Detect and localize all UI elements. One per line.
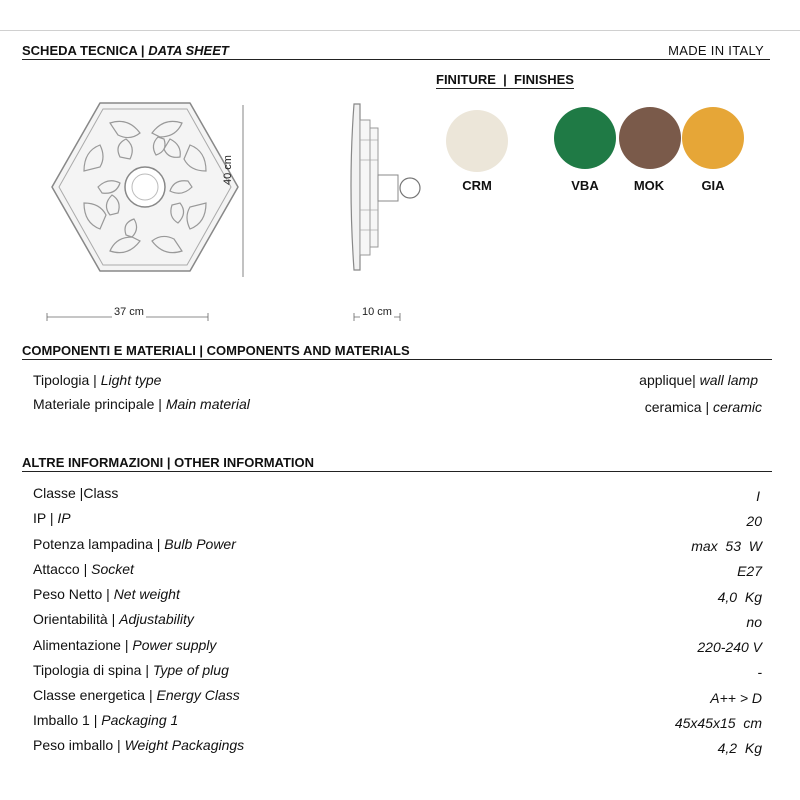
spec-row-bulb-power <box>33 536 762 556</box>
components-section-title: COMPONENTI E MATERIALI | COMPONENTS AND MATERIALS <box>22 343 772 360</box>
spec-value-en: ceramic <box>712 399 762 415</box>
spec-label-en: Class <box>83 485 119 501</box>
spec-row-packaging-weight <box>33 737 762 757</box>
spec-label-it: Orientabilità | <box>33 611 120 627</box>
spec-label-it: Potenza lampadina | <box>33 536 165 552</box>
spec-label-it: Tipologia di spina | <box>33 662 153 678</box>
spec-label-it: Attacco | <box>33 561 92 577</box>
swatch-vba <box>554 107 616 169</box>
spec-label-en: Power supply <box>132 637 217 653</box>
spec-label <box>33 561 134 577</box>
spec-row-light-type <box>33 372 762 392</box>
spec-label-it: Classe | <box>33 485 84 501</box>
spec-value: 20 <box>746 513 762 529</box>
spec-value: no <box>746 614 762 630</box>
spec-label-it: Imballo 1 | <box>33 712 102 728</box>
spec-label-it: Alimentazione | <box>33 637 133 653</box>
spec-label <box>33 712 178 728</box>
top-divider <box>0 30 800 31</box>
spec-row-net-weight <box>33 586 762 606</box>
spec-label-it: Classe energetica | <box>33 687 157 703</box>
spec-label-it: Peso imballo | <box>33 737 125 753</box>
spec-value <box>645 399 762 415</box>
spec-label-it: Peso Netto | <box>33 586 114 602</box>
sheet-title <box>22 43 229 58</box>
spec-label-it: Tipologia | <box>33 372 101 388</box>
spec-label <box>33 396 250 412</box>
spec-label <box>33 485 118 501</box>
height-dimension: 40 cm <box>222 155 234 185</box>
other-info-section-title: ALTRE INFORMAZIONI | OTHER INFORMATION <box>22 455 772 472</box>
spec-label <box>33 687 240 703</box>
spec-label <box>33 737 244 753</box>
spec-row-packaging <box>33 712 762 732</box>
spec-label-en: IP <box>57 510 71 526</box>
spec-row-power-supply <box>33 637 762 657</box>
spec-label-en: Weight Packagings <box>124 737 245 753</box>
data-sheet-header <box>22 43 770 60</box>
spec-value: 45x45x15 cm <box>674 715 762 731</box>
spec-label-en: Packaging 1 <box>101 712 179 728</box>
spec-value: max 53 W <box>691 538 762 554</box>
spec-row-type-of-plug <box>33 662 762 682</box>
spec-label-en: Type of plug <box>152 662 229 678</box>
front-view-drawing <box>40 95 255 285</box>
spec-value: 220-240 V <box>697 639 762 655</box>
spec-label <box>33 586 180 602</box>
spec-label <box>33 372 161 388</box>
spec-value: - <box>757 664 762 680</box>
spec-label-en: Bulb Power <box>164 536 236 552</box>
spec-row-class <box>33 485 762 505</box>
spec-value-en: wall lamp <box>699 372 758 388</box>
spec-label-en: Adjustability <box>119 611 194 627</box>
spec-value <box>639 372 758 388</box>
finishes-title: FINITURE | FINISHES <box>436 72 574 87</box>
swatch-label-mok: MOK <box>633 178 665 193</box>
spec-value-it: applique| <box>639 372 700 388</box>
swatch-gia <box>682 107 744 169</box>
swatch-mok <box>619 107 681 169</box>
width-dimension: 37 cm <box>114 306 144 318</box>
spec-label-it: IP | <box>33 510 58 526</box>
spec-row-main-material <box>33 396 762 416</box>
spec-label <box>33 637 216 653</box>
spec-label <box>33 662 229 678</box>
spec-value: 4,0 Kg <box>717 589 762 605</box>
spec-row-adjustability <box>33 611 762 631</box>
made-in-italy: MADE IN ITALY <box>668 43 764 58</box>
spec-row-socket <box>33 561 762 581</box>
spec-label-en: Light type <box>100 372 162 388</box>
spec-label-en: Socket <box>91 561 134 577</box>
spec-label <box>33 536 236 552</box>
spec-value: A++ > D <box>710 690 762 706</box>
spec-row-ip <box>33 510 762 530</box>
side-view-drawing <box>340 100 430 275</box>
sheet-title-it: SCHEDA TECNICA | <box>22 43 149 58</box>
spec-label <box>33 611 194 627</box>
spec-label-en: Energy Class <box>156 687 240 703</box>
spec-row-energy-class <box>33 687 762 707</box>
spec-value: 4,2 Kg <box>717 740 762 756</box>
swatch-label-crm: CRM <box>462 178 492 193</box>
spec-value-it: ceramica | <box>644 399 713 415</box>
spec-value: E27 <box>737 563 762 579</box>
depth-dimension: 10 cm <box>362 306 392 318</box>
spec-label-en: Main material <box>165 396 250 412</box>
swatch-label-gia: GIA <box>701 178 725 193</box>
sheet-title-en: DATA SHEET <box>148 43 229 58</box>
swatch-crm <box>446 110 508 172</box>
spec-label-en: Net weight <box>113 586 180 602</box>
swatch-label-vba: VBA <box>571 178 599 193</box>
spec-value: I <box>756 488 760 504</box>
spec-label-it: Materiale principale | <box>33 396 166 412</box>
spec-label <box>33 510 71 526</box>
